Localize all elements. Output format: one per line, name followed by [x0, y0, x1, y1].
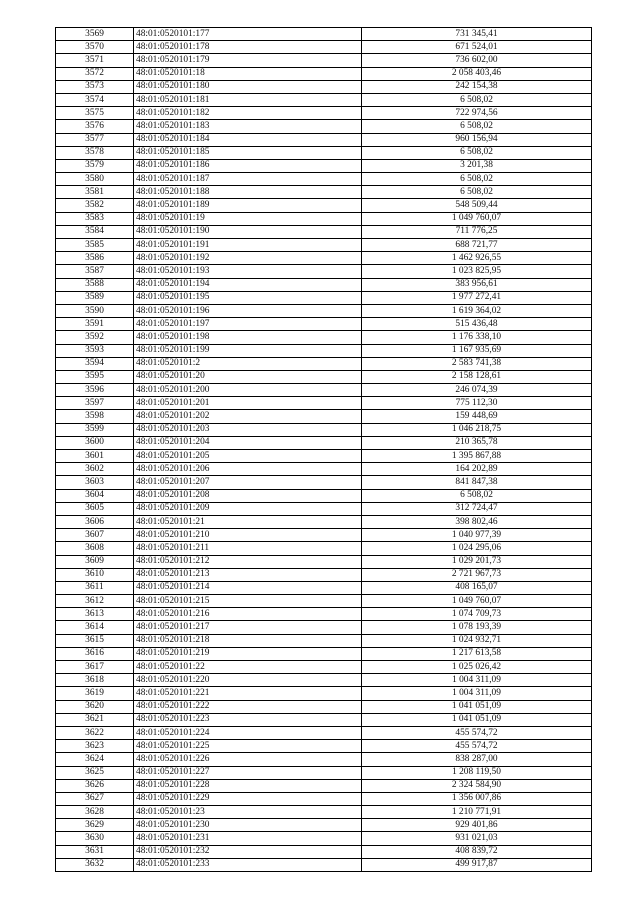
table-row	[56, 806, 592, 819]
cadastral-number-cell: 48:01:0520101:218	[134, 634, 362, 647]
table-row	[56, 357, 592, 370]
table-row	[56, 634, 592, 647]
cadastral-number-cell: 48:01:0520101:183	[134, 120, 362, 133]
value-cell: 6 508,02	[362, 489, 592, 502]
table-row	[56, 515, 592, 528]
table-row	[56, 819, 592, 832]
table-row	[56, 621, 592, 634]
row-number-cell: 3605	[56, 502, 134, 515]
table-row	[56, 186, 592, 199]
row-number-cell: 3587	[56, 265, 134, 278]
row-number-cell: 3577	[56, 133, 134, 146]
row-number-cell: 3585	[56, 239, 134, 252]
value-cell: 731 345,41	[362, 28, 592, 41]
cadastral-number-cell: 48:01:0520101:230	[134, 819, 362, 832]
table-row	[56, 726, 592, 739]
cadastral-number-cell: 48:01:0520101:180	[134, 80, 362, 93]
value-cell: 1 210 771,91	[362, 806, 592, 819]
value-cell: 841 847,38	[362, 476, 592, 489]
row-number-cell: 3588	[56, 278, 134, 291]
value-cell: 499 917,87	[362, 858, 592, 871]
value-cell: 1 977 272,41	[362, 291, 592, 304]
cadastral-number-cell: 48:01:0520101:22	[134, 661, 362, 674]
row-number-cell: 3592	[56, 331, 134, 344]
cadastral-number-cell: 48:01:0520101:222	[134, 700, 362, 713]
value-cell: 6 508,02	[362, 186, 592, 199]
table-row	[56, 304, 592, 317]
value-cell: 548 509,44	[362, 199, 592, 212]
row-number-cell: 3596	[56, 384, 134, 397]
row-number-cell: 3578	[56, 146, 134, 159]
value-cell: 398 802,46	[362, 515, 592, 528]
value-cell: 722 974,56	[362, 107, 592, 120]
cadastral-number-cell: 48:01:0520101:190	[134, 225, 362, 238]
table-row	[56, 173, 592, 186]
value-cell: 455 574,72	[362, 740, 592, 753]
value-cell: 1 029 201,73	[362, 555, 592, 568]
table-row	[56, 766, 592, 779]
value-cell: 6 508,02	[362, 146, 592, 159]
table-row	[56, 41, 592, 54]
cadastral-number-cell: 48:01:0520101:210	[134, 529, 362, 542]
row-number-cell: 3610	[56, 568, 134, 581]
table-row	[56, 713, 592, 726]
value-cell: 312 724,47	[362, 502, 592, 515]
value-cell: 1 462 926,55	[362, 252, 592, 265]
table-row	[56, 674, 592, 687]
row-number-cell: 3616	[56, 647, 134, 660]
cadastral-number-cell: 48:01:0520101:201	[134, 397, 362, 410]
cadastral-number-cell: 48:01:0520101:217	[134, 621, 362, 634]
row-number-cell: 3631	[56, 845, 134, 858]
table-row	[56, 647, 592, 660]
row-number-cell: 3627	[56, 792, 134, 805]
row-number-cell: 3590	[56, 304, 134, 317]
row-number-cell: 3606	[56, 515, 134, 528]
cadastral-number-cell: 48:01:0520101:206	[134, 463, 362, 476]
table-row	[56, 278, 592, 291]
row-number-cell: 3573	[56, 80, 134, 93]
cadastral-number-cell: 48:01:0520101:229	[134, 792, 362, 805]
row-number-cell: 3571	[56, 54, 134, 67]
table-row	[56, 700, 592, 713]
cadastral-number-cell: 48:01:0520101:232	[134, 845, 362, 858]
table-row	[56, 331, 592, 344]
value-cell: 960 156,94	[362, 133, 592, 146]
row-number-cell: 3574	[56, 93, 134, 106]
value-cell: 2 721 967,73	[362, 568, 592, 581]
table-row	[56, 384, 592, 397]
table-row	[56, 832, 592, 845]
value-cell: 1 004 311,09	[362, 687, 592, 700]
table-row	[56, 450, 592, 463]
cadastral-number-cell: 48:01:0520101:192	[134, 252, 362, 265]
cadastral-number-cell: 48:01:0520101:213	[134, 568, 362, 581]
value-cell: 1 176 338,10	[362, 331, 592, 344]
cadastral-number-cell: 48:01:0520101:198	[134, 331, 362, 344]
row-number-cell: 3614	[56, 621, 134, 634]
cadastral-number-cell: 48:01:0520101:195	[134, 291, 362, 304]
value-cell: 455 574,72	[362, 726, 592, 739]
cadastral-number-cell: 48:01:0520101:21	[134, 515, 362, 528]
cadastral-number-cell: 48:01:0520101:18	[134, 67, 362, 80]
row-number-cell: 3619	[56, 687, 134, 700]
row-number-cell: 3600	[56, 436, 134, 449]
row-number-cell: 3589	[56, 291, 134, 304]
cadastral-number-cell: 48:01:0520101:185	[134, 146, 362, 159]
value-cell: 1 024 295,06	[362, 542, 592, 555]
value-cell: 1 217 613,58	[362, 647, 592, 660]
row-number-cell: 3598	[56, 410, 134, 423]
value-cell: 6 508,02	[362, 120, 592, 133]
value-cell: 408 839,72	[362, 845, 592, 858]
table-row	[56, 67, 592, 80]
cadastral-number-cell: 48:01:0520101:179	[134, 54, 362, 67]
value-cell: 1 024 932,71	[362, 634, 592, 647]
value-cell: 929 401,86	[362, 819, 592, 832]
cadastral-number-cell: 48:01:0520101:221	[134, 687, 362, 700]
value-cell: 383 956,61	[362, 278, 592, 291]
value-cell: 1 049 760,07	[362, 212, 592, 225]
row-number-cell: 3575	[56, 107, 134, 120]
row-number-cell: 3612	[56, 595, 134, 608]
cadastral-number-cell: 48:01:0520101:211	[134, 542, 362, 555]
value-cell: 1 004 311,09	[362, 674, 592, 687]
cadastral-number-cell: 48:01:0520101:216	[134, 608, 362, 621]
table-row	[56, 608, 592, 621]
value-cell: 1 074 709,73	[362, 608, 592, 621]
table-row	[56, 93, 592, 106]
table-row	[56, 133, 592, 146]
row-number-cell: 3586	[56, 252, 134, 265]
row-number-cell: 3603	[56, 476, 134, 489]
value-cell: 688 721,77	[362, 239, 592, 252]
cadastral-number-cell: 48:01:0520101:228	[134, 779, 362, 792]
table-row	[56, 661, 592, 674]
row-number-cell: 3620	[56, 700, 134, 713]
table-row	[56, 344, 592, 357]
value-cell: 1 208 119,50	[362, 766, 592, 779]
table-row	[56, 410, 592, 423]
table-row	[56, 858, 592, 871]
table-row	[56, 436, 592, 449]
table-row	[56, 845, 592, 858]
row-number-cell: 3582	[56, 199, 134, 212]
row-number-cell: 3622	[56, 726, 134, 739]
cadastral-number-cell: 48:01:0520101:19	[134, 212, 362, 225]
value-cell: 210 365,78	[362, 436, 592, 449]
row-number-cell: 3632	[56, 858, 134, 871]
row-number-cell: 3572	[56, 67, 134, 80]
value-cell: 1 046 218,75	[362, 423, 592, 436]
cadastral-number-cell: 48:01:0520101:205	[134, 450, 362, 463]
cadastral-number-cell: 48:01:0520101:226	[134, 753, 362, 766]
table-row	[56, 753, 592, 766]
row-number-cell: 3579	[56, 159, 134, 172]
row-number-cell: 3611	[56, 581, 134, 594]
value-cell: 1 049 760,07	[362, 595, 592, 608]
table-row	[56, 581, 592, 594]
value-cell: 1 025 026,42	[362, 661, 592, 674]
cadastral-number-cell: 48:01:0520101:199	[134, 344, 362, 357]
cadastral-number-cell: 48:01:0520101:224	[134, 726, 362, 739]
cadastral-number-cell: 48:01:0520101:200	[134, 384, 362, 397]
value-cell: 242 154,38	[362, 80, 592, 93]
table-row	[56, 595, 592, 608]
table-row	[56, 265, 592, 278]
row-number-cell: 3584	[56, 225, 134, 238]
table-row	[56, 568, 592, 581]
cadastral-number-cell: 48:01:0520101:197	[134, 318, 362, 331]
row-number-cell: 3591	[56, 318, 134, 331]
table-row	[56, 397, 592, 410]
value-cell: 1 167 935,69	[362, 344, 592, 357]
table-row	[56, 80, 592, 93]
table-row	[56, 502, 592, 515]
table-row	[56, 225, 592, 238]
table-row	[56, 252, 592, 265]
value-cell: 1 023 825,95	[362, 265, 592, 278]
table-body	[56, 28, 592, 872]
cadastral-number-cell: 48:01:0520101:194	[134, 278, 362, 291]
value-cell: 515 436,48	[362, 318, 592, 331]
row-number-cell: 3621	[56, 713, 134, 726]
row-number-cell: 3581	[56, 186, 134, 199]
table-row	[56, 146, 592, 159]
cadastral-number-cell: 48:01:0520101:20	[134, 370, 362, 383]
row-number-cell: 3625	[56, 766, 134, 779]
value-cell: 164 202,89	[362, 463, 592, 476]
row-number-cell: 3609	[56, 555, 134, 568]
value-cell: 2 158 128,61	[362, 370, 592, 383]
value-cell: 775 112,30	[362, 397, 592, 410]
row-number-cell: 3569	[56, 28, 134, 41]
row-number-cell: 3593	[56, 344, 134, 357]
cadastral-number-cell: 48:01:0520101:184	[134, 133, 362, 146]
row-number-cell: 3613	[56, 608, 134, 621]
row-number-cell: 3607	[56, 529, 134, 542]
cadastral-number-cell: 48:01:0520101:2	[134, 357, 362, 370]
row-number-cell: 3570	[56, 41, 134, 54]
cadastral-number-cell: 48:01:0520101:177	[134, 28, 362, 41]
table-row	[56, 199, 592, 212]
table-row	[56, 687, 592, 700]
cadastral-number-cell: 48:01:0520101:231	[134, 832, 362, 845]
value-cell: 838 287,00	[362, 753, 592, 766]
row-number-cell: 3608	[56, 542, 134, 555]
value-cell: 159 448,69	[362, 410, 592, 423]
value-cell: 2 324 584,90	[362, 779, 592, 792]
table-row	[56, 291, 592, 304]
cadastral-number-cell: 48:01:0520101:203	[134, 423, 362, 436]
table-row	[56, 476, 592, 489]
value-cell: 6 508,02	[362, 93, 592, 106]
table-row	[56, 542, 592, 555]
cadastral-number-cell: 48:01:0520101:233	[134, 858, 362, 871]
row-number-cell: 3583	[56, 212, 134, 225]
row-number-cell: 3630	[56, 832, 134, 845]
cadastral-number-cell: 48:01:0520101:178	[134, 41, 362, 54]
value-cell: 1 619 364,02	[362, 304, 592, 317]
cadastral-number-cell: 48:01:0520101:214	[134, 581, 362, 594]
row-number-cell: 3604	[56, 489, 134, 502]
cadastral-number-cell: 48:01:0520101:225	[134, 740, 362, 753]
row-number-cell: 3628	[56, 806, 134, 819]
table-row	[56, 318, 592, 331]
table-row	[56, 792, 592, 805]
table-row	[56, 489, 592, 502]
cadastral-number-cell: 48:01:0520101:181	[134, 93, 362, 106]
row-number-cell: 3576	[56, 120, 134, 133]
value-cell: 2 058 403,46	[362, 67, 592, 80]
table-row	[56, 740, 592, 753]
cadastral-number-cell: 48:01:0520101:209	[134, 502, 362, 515]
row-number-cell: 3599	[56, 423, 134, 436]
cadastral-number-cell: 48:01:0520101:187	[134, 173, 362, 186]
value-cell: 1 040 977,39	[362, 529, 592, 542]
row-number-cell: 3601	[56, 450, 134, 463]
row-number-cell: 3594	[56, 357, 134, 370]
row-number-cell: 3626	[56, 779, 134, 792]
value-cell: 2 583 741,38	[362, 357, 592, 370]
table-row	[56, 423, 592, 436]
cadastral-value-table	[55, 27, 592, 872]
table-row	[56, 28, 592, 41]
cadastral-number-cell: 48:01:0520101:193	[134, 265, 362, 278]
value-cell: 711 776,25	[362, 225, 592, 238]
value-cell: 736 602,00	[362, 54, 592, 67]
cadastral-number-cell: 48:01:0520101:191	[134, 239, 362, 252]
cadastral-number-cell: 48:01:0520101:207	[134, 476, 362, 489]
row-number-cell: 3617	[56, 661, 134, 674]
table-row	[56, 159, 592, 172]
table-row	[56, 463, 592, 476]
row-number-cell: 3629	[56, 819, 134, 832]
cadastral-number-cell: 48:01:0520101:208	[134, 489, 362, 502]
value-cell: 1 395 867,88	[362, 450, 592, 463]
row-number-cell: 3580	[56, 173, 134, 186]
table-row	[56, 107, 592, 120]
row-number-cell: 3602	[56, 463, 134, 476]
row-number-cell: 3615	[56, 634, 134, 647]
value-cell: 408 165,07	[362, 581, 592, 594]
cadastral-number-cell: 48:01:0520101:182	[134, 107, 362, 120]
value-cell: 931 021,03	[362, 832, 592, 845]
value-cell: 1 078 193,39	[362, 621, 592, 634]
cadastral-number-cell: 48:01:0520101:188	[134, 186, 362, 199]
table-row	[56, 529, 592, 542]
table-row	[56, 239, 592, 252]
table-row	[56, 779, 592, 792]
table-row	[56, 54, 592, 67]
value-cell: 1 041 051,09	[362, 713, 592, 726]
cadastral-number-cell: 48:01:0520101:196	[134, 304, 362, 317]
cadastral-number-cell: 48:01:0520101:186	[134, 159, 362, 172]
table-row	[56, 120, 592, 133]
table-row	[56, 555, 592, 568]
cadastral-number-cell: 48:01:0520101:204	[134, 436, 362, 449]
value-cell: 246 074,39	[362, 384, 592, 397]
value-cell: 671 524,01	[362, 41, 592, 54]
row-number-cell: 3597	[56, 397, 134, 410]
row-number-cell: 3618	[56, 674, 134, 687]
cadastral-number-cell: 48:01:0520101:220	[134, 674, 362, 687]
cadastral-number-cell: 48:01:0520101:219	[134, 647, 362, 660]
cadastral-number-cell: 48:01:0520101:189	[134, 199, 362, 212]
value-cell: 3 201,38	[362, 159, 592, 172]
row-number-cell: 3624	[56, 753, 134, 766]
cadastral-number-cell: 48:01:0520101:227	[134, 766, 362, 779]
cadastral-number-cell: 48:01:0520101:202	[134, 410, 362, 423]
table-row	[56, 370, 592, 383]
cadastral-number-cell: 48:01:0520101:212	[134, 555, 362, 568]
row-number-cell: 3595	[56, 370, 134, 383]
value-cell: 6 508,02	[362, 173, 592, 186]
cadastral-number-cell: 48:01:0520101:223	[134, 713, 362, 726]
value-cell: 1 041 051,09	[362, 700, 592, 713]
cadastral-number-cell: 48:01:0520101:23	[134, 806, 362, 819]
table-row	[56, 212, 592, 225]
cadastral-number-cell: 48:01:0520101:215	[134, 595, 362, 608]
value-cell: 1 356 007,86	[362, 792, 592, 805]
row-number-cell: 3623	[56, 740, 134, 753]
